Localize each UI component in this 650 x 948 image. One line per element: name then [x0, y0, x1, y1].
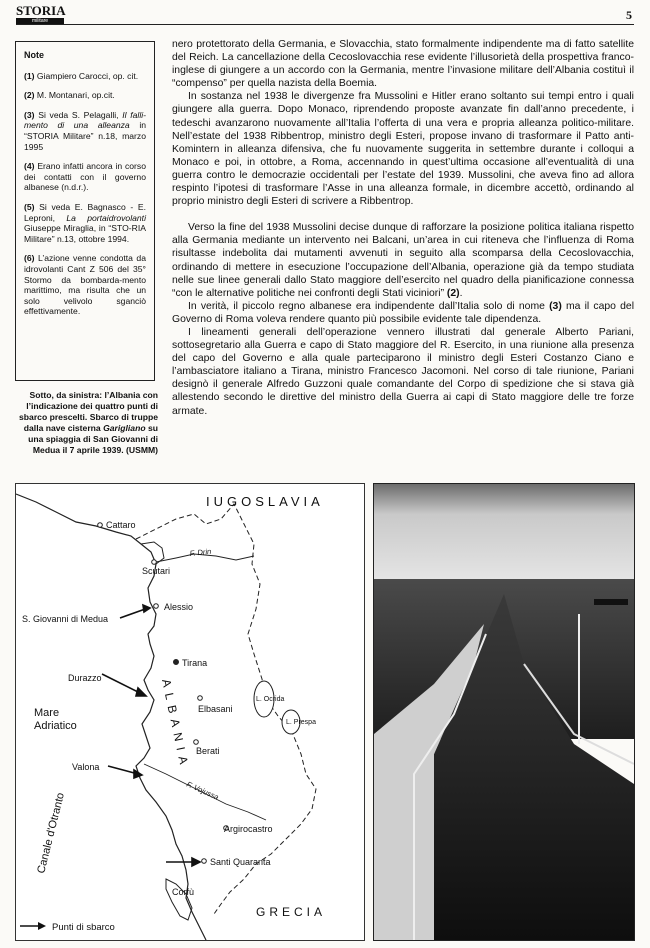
map-legend — [20, 922, 115, 933]
city-cattaro: Cattaro — [106, 520, 136, 530]
page-number: 5 — [626, 8, 632, 22]
page-header — [0, 0, 650, 26]
city-argirocastro: Argirocastro — [224, 824, 273, 834]
note-text: M. Montanari, op.cit. — [36, 90, 115, 101]
note-text: Giuseppe Miraglia, in “STO-RIA Militare” n.13, ottobre 1994. — [24, 223, 146, 244]
landing-photo — [373, 483, 635, 941]
note-number: (6) — [24, 253, 35, 264]
photo-beach — [374, 484, 634, 584]
notes-box — [15, 41, 155, 381]
map-drawing — [16, 484, 364, 940]
label-river-drin: F. Drin — [189, 546, 212, 558]
note-number: (5) — [24, 201, 35, 212]
paragraph-text: ma il capo del Governo di Roma voleva rendere quanto più possibile evidente tale dipendenza. — [172, 300, 634, 325]
note-title-italic: La portaidrovolanti — [66, 212, 146, 223]
city-dot — [154, 604, 159, 609]
caption-text: su una spiaggia di San Giovanni di Medua il 7 aprile 1939. (USMM) — [28, 423, 158, 455]
city-valona: Valona — [72, 762, 100, 772]
label-sea-1: Mare — [34, 707, 60, 719]
note-number: (2) — [24, 90, 35, 101]
label-greece: GRECIA — [256, 905, 327, 919]
paragraph: I lineamenti generali dell’operazione vennero illustrati dal generale Alberto Pariani, sottosegretario alla Guerra e capo di Stato maggiore del R. Esercito, in una riunione alla presenza del capo del Governo e alla quale parteciparono il ministro degli Esteri Costanzo Ciano e l’ambasciatore italiano a Tirana, ministro Francesco Jacomoni. Nel corso di tale riunione, Pariani designò il generale Alfredo Guzzoni quale comandante del Corpo di spedizione che si stava già allestendo secondo le direttive del ministro della Guerra ai capi di Stato maggiore delle tre forze armate. — [172, 326, 634, 417]
city-dot — [202, 859, 207, 864]
note-number: (1) — [24, 70, 35, 81]
note-item — [24, 110, 146, 152]
city-corfu: Corfù — [172, 887, 195, 897]
photo-drawing — [374, 484, 634, 940]
city-elbasani: Elbasani — [198, 704, 233, 714]
note-number: (4) — [24, 161, 35, 172]
note-text: Giampiero Carocci, op. cit. — [36, 70, 139, 81]
paragraph — [172, 300, 634, 326]
city-berati: Berati — [196, 746, 220, 756]
label-channel: Canale d'Otranto — [35, 791, 67, 875]
notes-title: Note — [24, 50, 44, 60]
albania-map — [15, 483, 365, 941]
paragraph: nero protettorato della Germania, e Slovacchia, stato formalmente indipendente ma di fatto satellite del Reich. La cancellazione della Cecoslovacchia rese evidente l’illusorietà della prospettiva franco-inglese di giungere a un accordo con la Germania, mentre l’invasione militare dell’Albania costituì il “compenso” per quella nazista della Boemia. — [172, 39, 634, 90]
note-text: Si veda S. Pelagalli, — [38, 109, 123, 120]
paragraph: In sostanza nel 1938 le divergenze fra Mussolini e Hitler erano soltanto sui tempi entro i quali giungere alla guerra. Dopo Monaco, riprendendo proposte avanzate fin dall’anno precedente, i tedeschi avanzarono nuovamente all’Italia l’offerta di una vera e propria alleanza politico-militare. Nell’estate del 1938 Ribbentrop, ministro degli Esteri, propose invano di trasformare il Patto anti-Komintern in alleanza difensiva, che fu nuovamente suggerita in settembre durante i colloqui a Monaco e poi, in ottobre, a Roma, accennando in quest’ultima occasione all’eventualità di una guerra contro le democrazie occidentali per l’estate del 1939. Mussolini, che aveva fino ad allora respinto l’ipotesi di trasformare l’Asse in una alleanza formale, in dicembre accettò, ordinando al proprio ministro degli Esteri di scrivere a Ribbentrop. — [172, 91, 634, 208]
note-title-italic: Il falli-mento di una alleanza — [24, 109, 146, 131]
city-durazzo: Durazzo — [68, 673, 102, 683]
label-lake-ocrida: L. Ocrida — [256, 696, 285, 703]
note-text: Si veda E. Bagnasco - E. Leproni, — [24, 201, 146, 223]
logo-sub: militare — [16, 18, 64, 24]
magazine-logo — [16, 5, 64, 24]
note-item — [24, 90, 146, 101]
label-sea-2: Adriatico — [34, 720, 77, 732]
caption-text: Sotto, da sinistra: l’Albania con l’indicazione dei quattro punti di sbarco prescelti. Sbarco di truppe dalla nave cisterna — [19, 390, 158, 433]
note-text: Erano infatti ancora in corso dei contatti con il governo albanese (n.d.r.). — [24, 161, 146, 193]
article-body — [172, 38, 634, 418]
note-text: in “STORIA Militare” n.18, marzo 1995 — [24, 120, 147, 152]
city-sgiovanni: S. Giovanni di Medua — [22, 614, 109, 624]
caption-ship-name: Garigliano — [103, 423, 146, 433]
logo-main: STORIA — [16, 3, 66, 18]
note-number: (3) — [24, 109, 35, 120]
note-item — [24, 202, 146, 244]
city-dot — [174, 660, 179, 665]
city-santiquaranta: Santi Quaranta — [210, 857, 271, 867]
header-rule — [16, 24, 634, 25]
label-albania: ALBANIA — [159, 677, 193, 772]
label-lake-prespa: L. Prespa — [286, 719, 316, 726]
note-reference: (2) — [446, 287, 460, 299]
city-dot — [198, 696, 203, 701]
note-item — [24, 71, 146, 82]
note-item — [24, 161, 146, 193]
label-river-vojussa: F. Vojussa — [185, 779, 221, 802]
paragraph: Verso la fine del 1938 Mussolini decise dunque di rafforzare la posizione politica italiana rispetto alla Germania mediante un intervento nei Balcani, un’area in cui riteneva che l’influenza di Roma risultasse indebolita dai mutamenti avvenuti in seguito alla scomparsa della Cecoslovacchia, ordinando di mettere in esecuzione l’occupazione dell’Albania, operazione già da tempo studiata nelle sue linee generali dallo Stato maggiore dell’esercito nel quadro della pianificazione connessa “con le alternative politiche nei confronti degli Stati viciniori” (2). — [172, 222, 634, 299]
city-alessio: Alessio — [164, 602, 194, 612]
city-scutari: Scutari — [142, 566, 171, 576]
note-reference: (3) — [549, 300, 562, 312]
paragraph-text: Verso la fine del 1938 Mussolini decise dunque di rafforzare la posizione politica italiana rispetto alla Germania mediante un intervento nei Balcani, un’area in cui riteneva che l’influenza di Roma risultasse indebolita dai mutamenti avvenuti in seguito alla scomparsa della Cecoslovacchia, ordinando di mettere in esecuzione l’occupazione dell’Albania, operazione già da tempo studiata nelle sue linee generali dallo Stato maggiore dell’esercito nel quadro della pianificazione connessa “con le alternative politiche nei confronti degli Stati viciniori” — [172, 222, 634, 299]
paragraph-text: In verità, il piccolo regno albanese era indipendente dall’Italia solo di nome — [188, 300, 550, 312]
city-tirana: Tirana — [182, 658, 208, 668]
note-text: L’azione venne condotta da idrovolanti Cant Z 506 del 35° Stormo da bombarda-mento marittimo, ma risulta che un solo velivolo sganciò effettivamente. — [24, 253, 146, 317]
city-dot — [152, 560, 157, 565]
legend-label: Punti di sbarco — [52, 922, 115, 933]
city-dot — [194, 740, 199, 745]
note-item — [24, 253, 146, 317]
city-dot — [98, 523, 103, 528]
figure-caption — [15, 390, 158, 456]
photo-boat — [594, 599, 628, 605]
label-yugoslavia: IUGOSLAVIA — [206, 494, 324, 509]
